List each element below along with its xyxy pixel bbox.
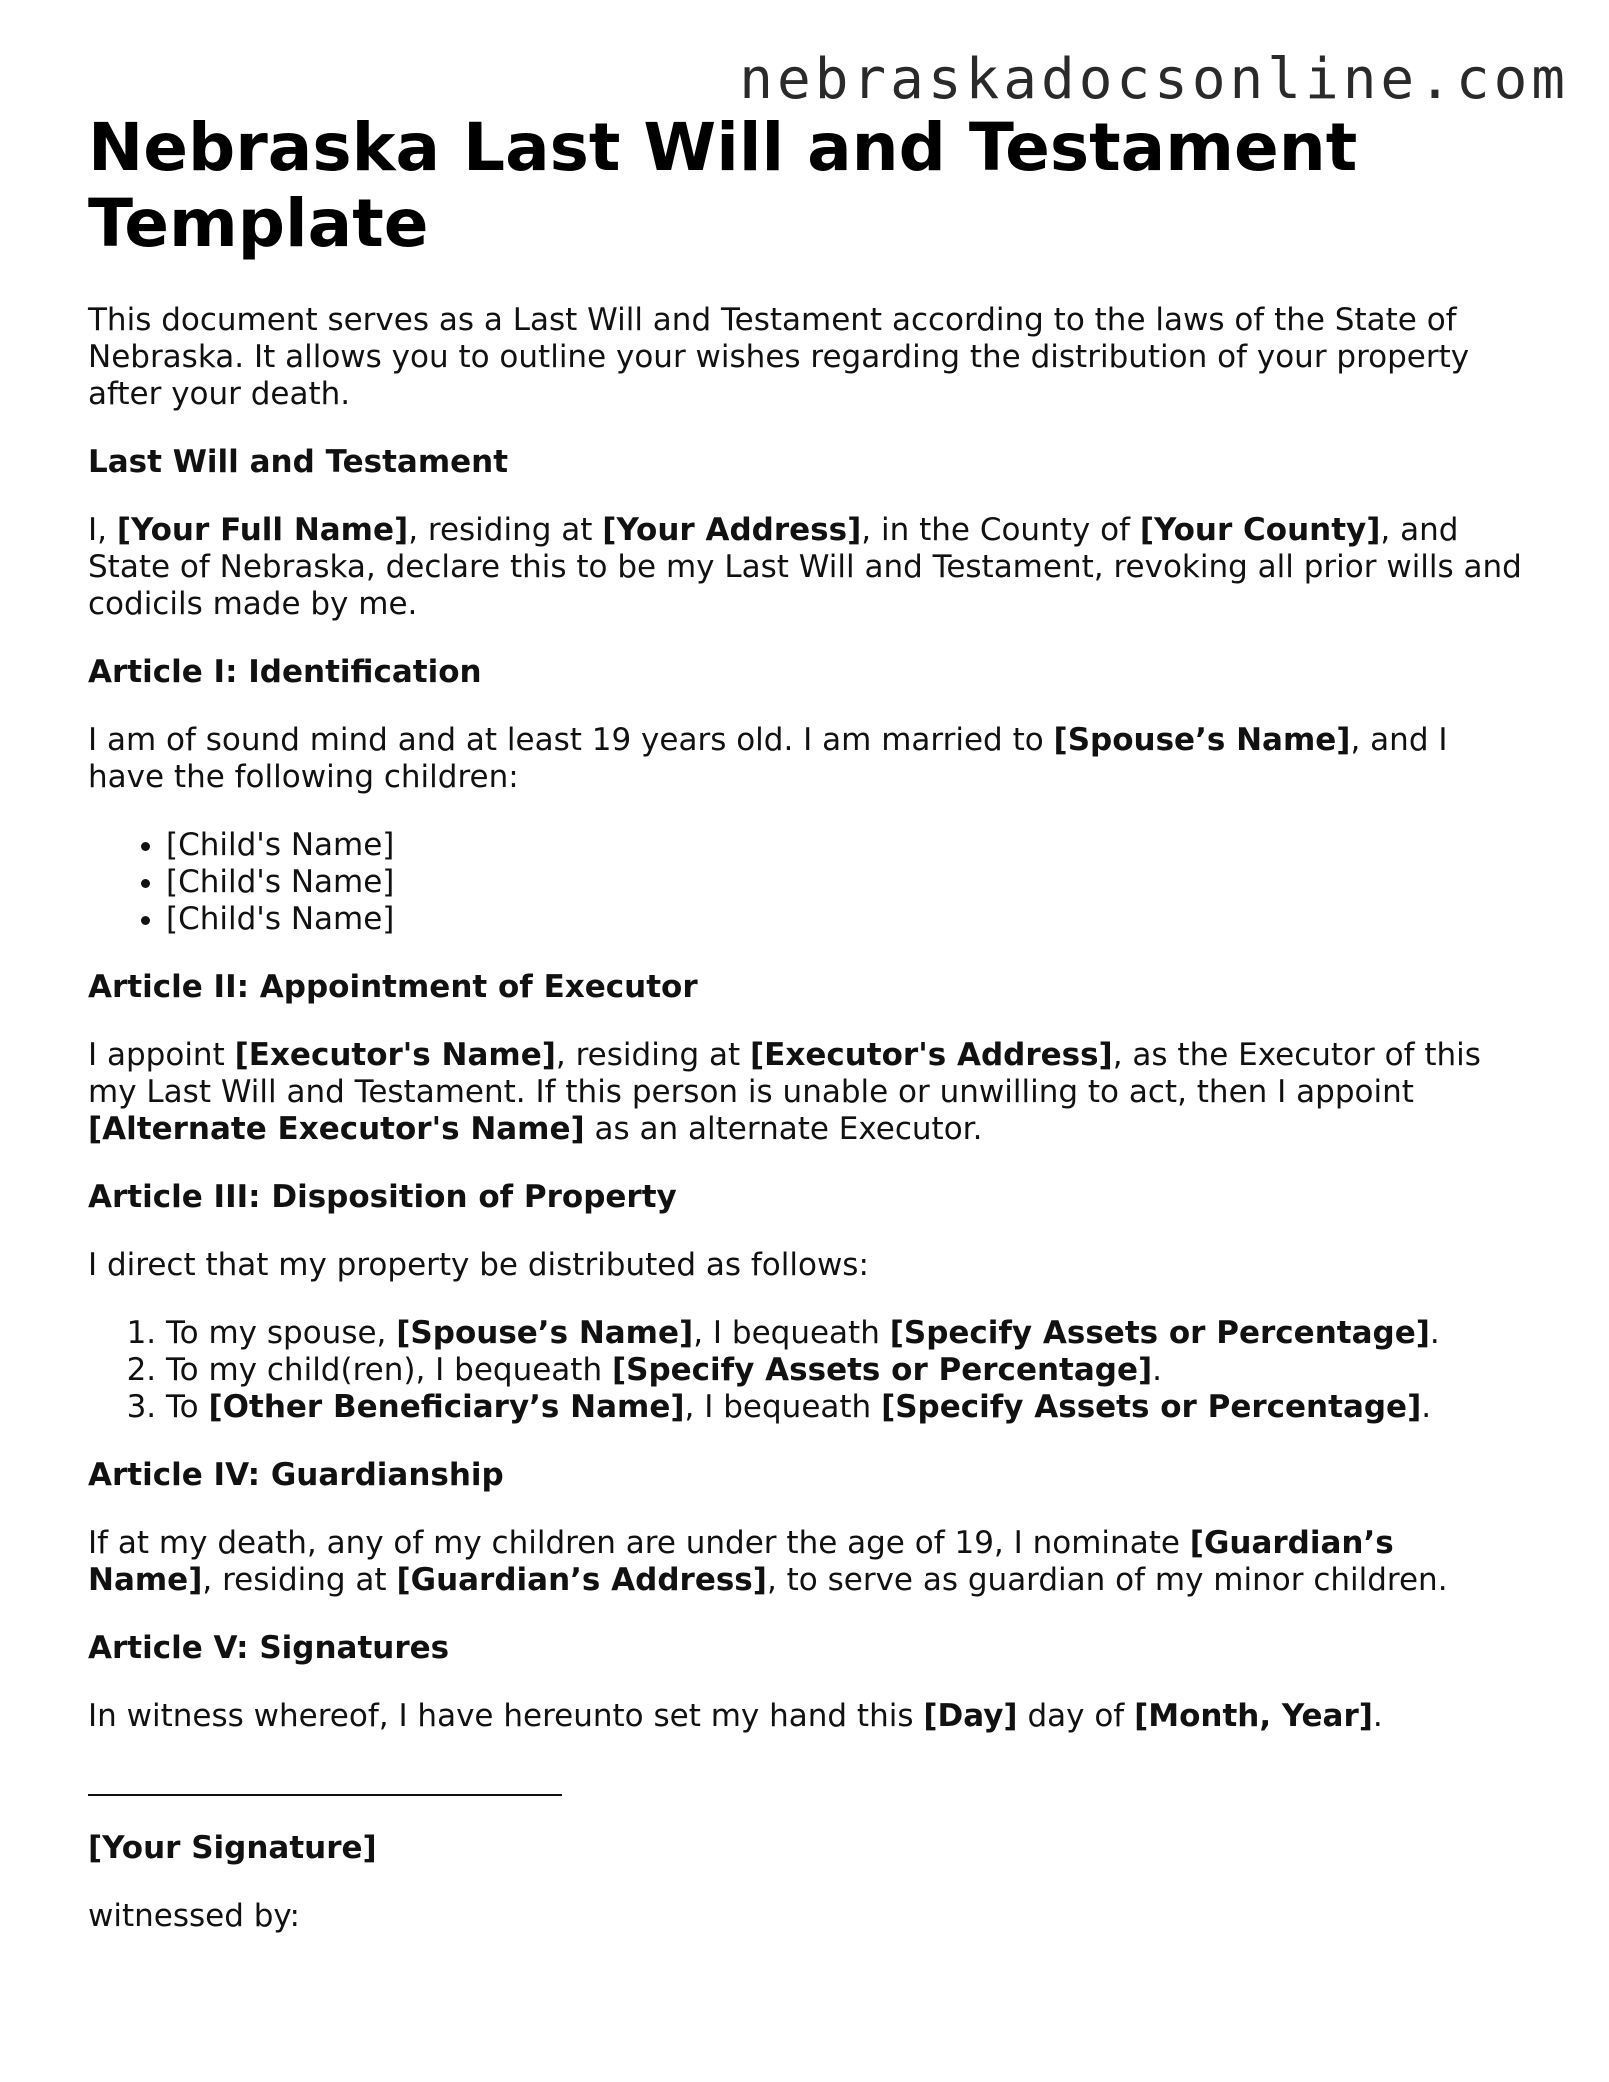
page-title: Nebraska Last Will and Testament Template bbox=[88, 109, 1358, 262]
month-year-placeholder: [Month, Year] bbox=[1134, 1698, 1373, 1734]
list-item: 1. To my spouse, [Spouse’s Name], I bequeath [Specify Assets or Percentage]. bbox=[166, 1315, 1528, 1352]
identification-paragraph: I am of sound mind and at least 19 years old. I am married to [Spouse’s Name], and I have the following children: bbox=[88, 722, 1448, 795]
witnessed-by-label: witnessed by: bbox=[88, 1898, 300, 1934]
county-placeholder: [Your County] bbox=[1139, 512, 1381, 548]
alternate-executor-placeholder: [Alternate Executor's Name] bbox=[88, 1111, 585, 1147]
spouse-name-placeholder: [Spouse’s Name] bbox=[1053, 722, 1351, 758]
list-item: 3. To [Other Beneficiary’s Name], I bequeath [Specify Assets or Percentage]. bbox=[166, 1389, 1528, 1426]
list-item: 2. To my child(ren), I bequeath [Specify Assets or Percentage]. bbox=[166, 1352, 1528, 1389]
disposition-intro: I direct that my property be distributed as follows: bbox=[88, 1247, 869, 1283]
article-3-heading: Article III: Disposition of Property bbox=[88, 1179, 677, 1215]
list-item: • [Child's Name] bbox=[166, 864, 1528, 901]
declaration-paragraph: I, [Your Full Name], residing at [Your Address], in the County of [Your County], and State of Nebraska, declare this to be my Last Will and Testament, revoking all prior wills and codicils made by me. bbox=[88, 512, 1522, 622]
address-placeholder: [Your Address] bbox=[602, 512, 862, 548]
list-item: • [Child's Name] bbox=[166, 901, 1528, 938]
bequest-list bbox=[88, 1315, 1528, 1426]
article-5-heading: Article V: Signatures bbox=[88, 1630, 450, 1666]
intro-paragraph: This document serves as a Last Will and Testament according to the laws of the State of Nebraska. It allows you to outline your wishes regarding the distribution of your property after your death. bbox=[88, 302, 1470, 412]
document-page bbox=[88, 110, 1528, 1966]
executor-paragraph: I appoint [Executor's Name], residing at [Executor's Address], as the Executor of this my Last Will and Testament. If this person is unable or unwilling to act, then I appoint [Alternate Executor's Name] as an alternate Executor. bbox=[88, 1037, 1481, 1147]
guardianship-paragraph: If at my death, any of my children are under the age of 19, I nominate [Guardian’s Name], residing at [Guardian’s Address], to serve as guardian of my minor children. bbox=[88, 1525, 1448, 1598]
day-placeholder: [Day] bbox=[923, 1698, 1018, 1734]
witness-paragraph: In witness whereof, I have hereunto set my hand this [Day] day of [Month, Year]. bbox=[88, 1698, 1383, 1734]
guardian-address-placeholder: [Guardian’s Address] bbox=[396, 1562, 767, 1598]
signature-spacer bbox=[88, 1766, 1528, 1794]
signature-line bbox=[88, 1794, 562, 1796]
signature-label: [Your Signature] bbox=[88, 1830, 377, 1866]
will-heading: Last Will and Testament bbox=[88, 444, 509, 480]
article-1-heading: Article I: Identification bbox=[88, 654, 482, 690]
guardian-name-placeholder: [Guardian’s Name] bbox=[88, 1525, 1394, 1598]
site-watermark: nebraskadocsonline.com bbox=[739, 47, 1569, 112]
full-name-placeholder: [Your Full Name] bbox=[116, 512, 409, 548]
article-2-heading: Article II: Appointment of Executor bbox=[88, 969, 698, 1005]
article-4-heading: Article IV: Guardianship bbox=[88, 1457, 504, 1493]
executor-name-placeholder: [Executor's Name] bbox=[234, 1037, 556, 1073]
children-list bbox=[88, 827, 1528, 938]
executor-address-placeholder: [Executor's Address] bbox=[750, 1037, 1113, 1073]
list-item: • [Child's Name] bbox=[166, 827, 1528, 864]
